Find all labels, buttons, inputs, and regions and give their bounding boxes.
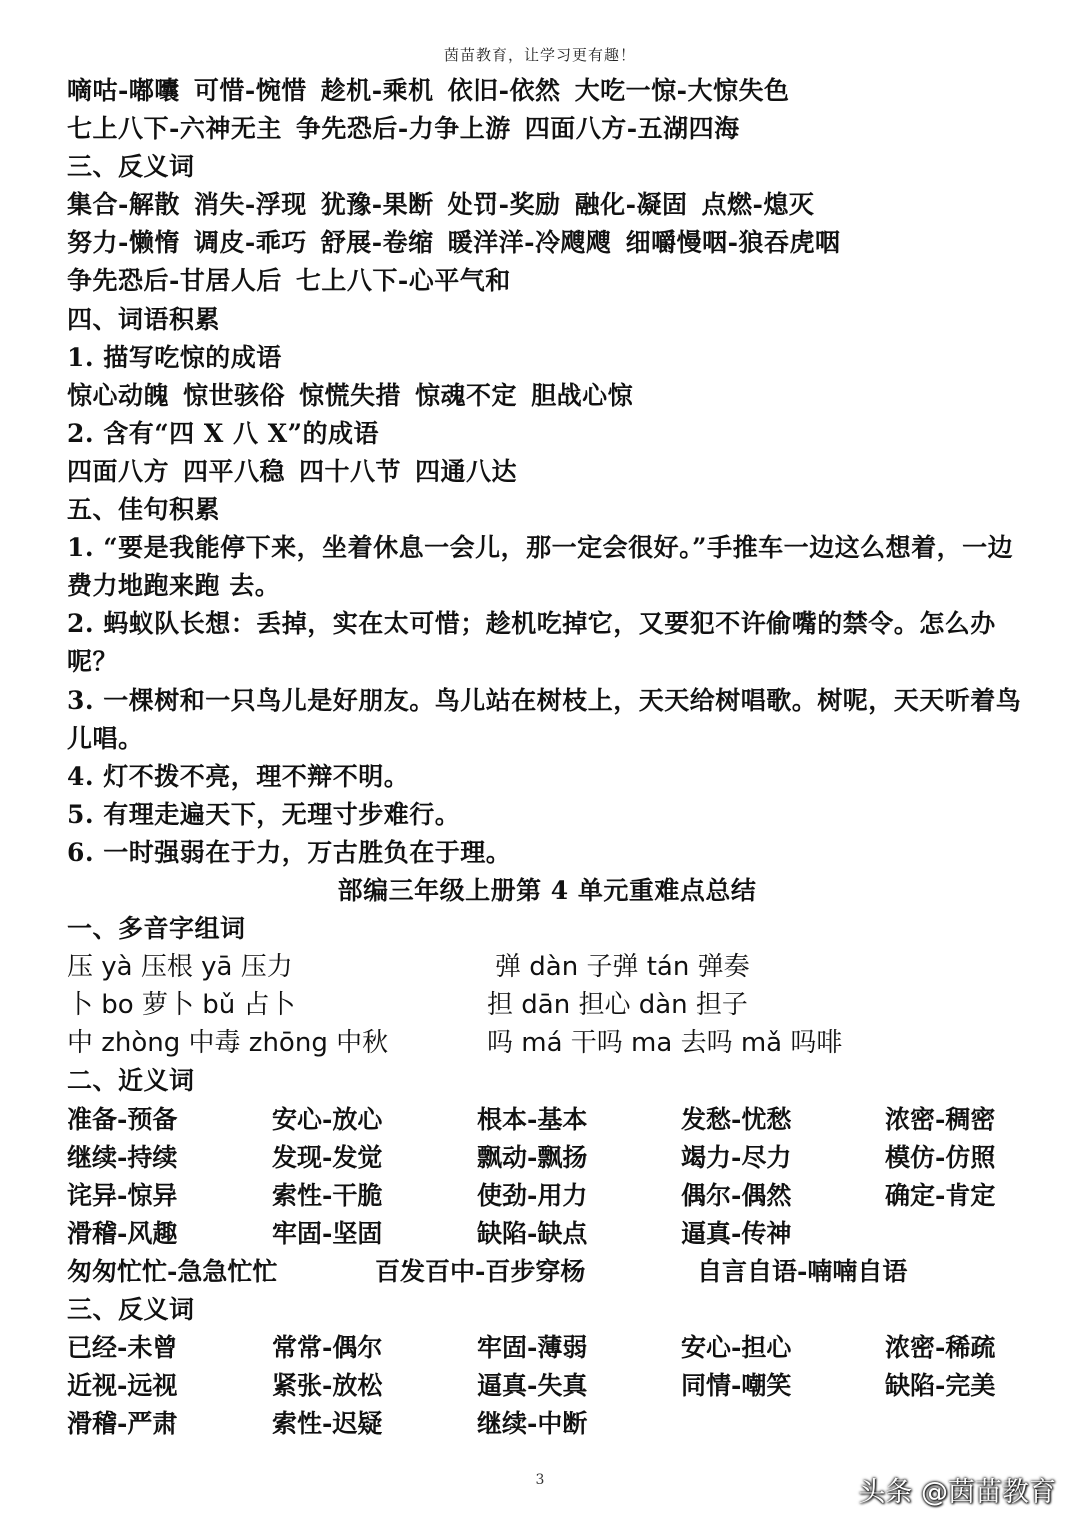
word-pair: 可惜-惋惜	[193, 76, 307, 105]
word-pair: 匆匆忙忙-急急忙忙	[67, 1256, 278, 1286]
word-pair: 逼真-传神	[681, 1218, 792, 1248]
unit-title: 部编三年级上册第 4 单元重难点总结	[337, 875, 757, 905]
idiom: 四通八达	[415, 456, 518, 486]
word-pair: 偶尔-偶然	[681, 1180, 792, 1210]
synonym-grid-row	[67, 1101, 1027, 1139]
word-pair: 集合-解散	[67, 190, 180, 220]
page-number: 3	[535, 1472, 545, 1488]
word-pair: 根本-基本	[477, 1104, 588, 1134]
word-pair: 点燃-熄灭	[701, 190, 815, 220]
synonym-wide-row	[67, 1253, 1027, 1291]
word-pair: 滑稽-风趣	[67, 1218, 178, 1248]
antonym-grid-row	[67, 1329, 1027, 1367]
word-pair: 诧异-惊异	[67, 1180, 178, 1210]
idiom: 四面八方	[67, 456, 170, 486]
polyphone-row	[67, 948, 1027, 986]
sentence: 3. 一棵树和一只鸟儿是好朋友。鸟儿站在树枝上，天天给树唱歌。树呢，天天听着鸟儿唱。	[67, 685, 1022, 753]
word-pair: 常常-偶尔	[272, 1333, 383, 1363]
synonym-grid-row	[67, 1215, 1027, 1253]
idiom: 惊心动魄	[67, 380, 170, 410]
idiom: 胆战心惊	[531, 380, 634, 410]
section-heading-antonyms: 三、反义词	[67, 152, 195, 182]
page-header: 茵苗教育，让学习更有趣！	[443, 46, 636, 64]
polyphone-group: 卜 bo 萝卜 bǔ 占卜	[67, 990, 296, 1021]
word-pair: 努力-懒惰	[67, 228, 180, 258]
word-pair: 发愁-忧愁	[681, 1104, 792, 1134]
word-pair: 消失-浮现	[193, 190, 307, 220]
polyphone-group: 弹 dàn 子弹 tán 弹奏	[495, 952, 750, 983]
word-pair: 依旧-依然	[447, 76, 561, 105]
word-pair: 缺陷-完美	[885, 1371, 996, 1401]
word-pair: 七上八下-六神无主	[67, 114, 282, 144]
word-pair: 缺陷-缺点	[477, 1218, 588, 1248]
word-pair: 牢固-坚固	[272, 1218, 383, 1248]
word-pair: 模仿-仿照	[885, 1142, 996, 1172]
idiom: 四平八稳	[183, 456, 286, 486]
section-heading-antonyms-unit4: 三、反义词	[67, 1295, 195, 1324]
word-pair: 百发百中-百步穿杨	[375, 1256, 586, 1286]
word-pair: 处罚-奖励	[447, 190, 561, 220]
section-heading-vocab: 四、词语积累	[67, 304, 221, 334]
word-pair: 舒展-卷缩	[320, 228, 434, 258]
sentence: 1. “要是我能停下来，坐着休息一会儿，那一定会很好。”手推车一边这么想着，一边费力地跑来跑 去。	[67, 533, 1014, 601]
word-pair: 继续-持续	[67, 1142, 178, 1172]
idiom: 惊慌失措	[299, 380, 402, 410]
word-pair: 争先恐后-甘居人后	[67, 266, 282, 296]
word-pair: 牢固-薄弱	[477, 1333, 588, 1363]
vocab-subtitle: 1. 描写吃惊的成语	[67, 342, 282, 372]
idiom: 惊魂不定	[415, 380, 518, 410]
polyphone-group: 中 zhòng 中毒 zhōng 中秋	[67, 1028, 389, 1059]
word-pair: 细嚼慢咽-狼吞虎咽	[625, 228, 841, 258]
word-pair: 同情-嘲笑	[681, 1371, 792, 1401]
antonym-row	[67, 224, 1027, 262]
word-pair: 紧张-放松	[272, 1371, 383, 1401]
synonym-row	[67, 110, 1027, 148]
polyphone-group: 担 dān 担心 dàn 担子	[487, 990, 748, 1021]
word-pair: 飘动-飘扬	[477, 1142, 588, 1172]
word-pair: 安心-放心	[272, 1104, 383, 1134]
word-pair: 滑稽-严肃	[67, 1409, 178, 1439]
section-heading-polyphones: 一、多音字组词	[67, 914, 246, 944]
word-pair: 发现-发觉	[272, 1142, 383, 1172]
word-pair: 近视-远视	[67, 1371, 178, 1401]
word-pair: 继续-中断	[477, 1409, 588, 1439]
section-heading-sentences: 五、佳句积累	[67, 495, 221, 525]
word-pair: 索性-迟疑	[272, 1409, 383, 1439]
idiom: 惊世骇俗	[183, 380, 286, 410]
synonym-row	[67, 72, 1027, 110]
synonym-grid-row	[67, 1139, 1027, 1177]
word-pair: 索性-干脆	[272, 1180, 383, 1210]
synonym-grid-row	[67, 1177, 1027, 1215]
section-heading-synonyms: 二、近义词	[67, 1066, 195, 1096]
idiom-row	[67, 377, 1027, 415]
word-pair: 调皮-乖巧	[193, 228, 307, 258]
polyphone-row	[67, 1024, 1027, 1062]
polyphone-group: 压 yà 压根 yā 压力	[67, 952, 293, 983]
polyphone-group: 吗 má 干吗 ma 去吗 mǎ 吗啡	[487, 1028, 843, 1059]
content	[67, 72, 1027, 1443]
word-pair: 准备-预备	[67, 1104, 178, 1134]
antonym-grid-row	[67, 1405, 1027, 1443]
sentence: 5. 有理走遍天下，无理寸步难行。	[67, 799, 461, 829]
word-pair: 嘀咕-嘟囔	[67, 76, 180, 105]
word-pair: 暖洋洋-冷飕飕	[447, 228, 612, 258]
word-pair: 逼真-失真	[477, 1371, 588, 1401]
sentence: 2. 蚂蚁队长想：丢掉，实在太可惜；趁机吃掉它，又要犯不许偷嘴的禁令。怎么办呢？	[67, 609, 996, 677]
word-pair: 确定-肯定	[885, 1180, 996, 1210]
sentence: 4. 灯不拨不亮，理不辩不明。	[67, 761, 410, 791]
word-pair: 竭力-尽力	[681, 1142, 792, 1172]
word-pair: 融化-凝固	[574, 190, 688, 220]
antonym-row	[67, 262, 1027, 300]
word-pair: 已经-未曾	[67, 1333, 178, 1363]
polyphone-row	[67, 986, 1027, 1024]
word-pair: 浓密-稀疏	[885, 1333, 996, 1363]
word-pair: 使劲-用力	[477, 1180, 588, 1210]
antonym-grid-row	[67, 1367, 1027, 1405]
word-pair: 四面八方-五湖四海	[524, 114, 740, 144]
word-pair: 安心-担心	[681, 1333, 792, 1363]
word-pair: 七上八下-心平气和	[295, 266, 511, 296]
idiom: 四十八节	[299, 456, 402, 486]
word-pair: 大吃一惊-大惊失色	[574, 76, 790, 105]
word-pair: 争先恐后-力争上游	[295, 114, 511, 144]
vocab-subtitle: 2. 含有“四 X 八 X”的成语	[67, 418, 379, 448]
antonym-row	[67, 186, 1027, 224]
idiom-row	[67, 453, 1027, 491]
word-pair: 浓密-稠密	[885, 1104, 996, 1134]
word-pair: 犹豫-果断	[320, 190, 434, 220]
word-pair: 趁机-乘机	[320, 76, 434, 105]
watermark: 头条 @茵苗教育	[858, 1477, 1056, 1508]
sentence: 6. 一时强弱在于力，万古胜负在于理。	[67, 837, 512, 867]
word-pair: 自言自语-喃喃自语	[697, 1256, 908, 1286]
